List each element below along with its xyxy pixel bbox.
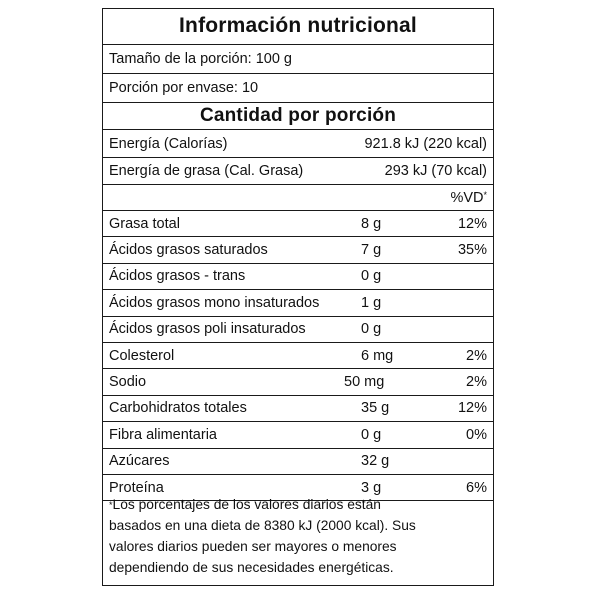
subtitle-row (103, 103, 493, 130)
footnote-line: valores diarios pueden ser mayores o menores (109, 539, 397, 554)
nutrient-daily-value: 2% (466, 373, 487, 390)
servings-per-container-row (103, 74, 493, 103)
nutrient-amount: 0 g (361, 268, 382, 285)
title-row (103, 9, 493, 45)
footnote-line: basados en una dieta de 8380 kJ (2000 kcal). Sus (109, 518, 416, 533)
footnote-line: dependiendo de sus necesidades energéticas. (109, 560, 394, 575)
nutrient-amount: 50 mg (344, 373, 385, 390)
nutrient-name: Fibra alimentaria (109, 426, 217, 443)
nutrient-name: Ácidos grasos saturados (109, 241, 268, 258)
vd-header-marker: * (483, 189, 487, 200)
energy-row (103, 130, 493, 158)
servings-per-container-text: Porción por envase: 10 (109, 79, 259, 96)
nutrient-amount: 7 g (361, 241, 382, 258)
nutrient-name: Azúcares (109, 453, 170, 470)
nutrient-name: Sodio (109, 373, 147, 390)
serving-size-text: Tamaño de la porción: 100 g (109, 50, 292, 67)
nutrient-name: Proteína (109, 479, 164, 496)
fat-energy-label: Energía de grasa (Cal. Grasa) (109, 162, 304, 179)
nutrient-daily-value: 35% (457, 241, 487, 258)
nutrient-name: Ácidos grasos mono insaturados (109, 294, 320, 311)
footnote (109, 494, 487, 578)
nutrient-row (103, 396, 493, 422)
energy-label: Energía (Calorías) (109, 135, 228, 152)
vd-header (450, 190, 487, 205)
footnote-marker: * (109, 500, 113, 510)
fat-energy-row (103, 158, 493, 185)
energy-value: 921.8 kJ (220 kcal) (364, 135, 487, 152)
nutrient-row (103, 422, 493, 448)
nutrient-amount: 8 g (361, 215, 382, 232)
nutrition-facts-label (102, 8, 494, 586)
nutrient-daily-value: 12% (457, 400, 487, 417)
nutrient-row (103, 264, 493, 290)
nutrient-row (103, 369, 493, 395)
label-title: Información nutricional (179, 14, 417, 37)
nutrient-name: Grasa total (109, 215, 180, 232)
nutrient-daily-value: 2% (466, 347, 487, 364)
nutrient-name: Colesterol (109, 347, 175, 364)
nutrient-name: Ácidos grasos - trans (109, 268, 246, 285)
nutrient-row (103, 449, 493, 475)
nutrient-amount: 0 g (361, 321, 382, 338)
nutrient-row (103, 343, 493, 369)
nutrient-row (103, 317, 493, 343)
serving-size-row (103, 45, 493, 74)
nutrient-amount: 32 g (361, 453, 390, 470)
nutrient-amount: 3 g (361, 479, 382, 496)
vd-header-row (103, 185, 493, 211)
nutrient-amount: 6 mg (361, 347, 394, 364)
nutrient-amount: 1 g (361, 294, 382, 311)
vd-header-text: %VD (450, 189, 484, 206)
nutrient-name: Ácidos grasos poli insaturados (109, 321, 306, 338)
nutrient-amount: 0 g (361, 426, 382, 443)
nutrient-daily-value: 12% (457, 215, 487, 232)
nutrient-row (103, 211, 493, 237)
nutrient-row (103, 237, 493, 263)
footnote-line: *Los porcentajes de los valores diarios están (109, 497, 381, 512)
amount-per-serving-heading: Cantidad por porción (199, 105, 397, 126)
nutrient-name: Carbohidratos totales (109, 400, 247, 417)
nutrient-amount: 35 g (361, 400, 390, 417)
nutrient-row (103, 290, 493, 316)
nutrient-daily-value: 0% (466, 426, 487, 443)
nutrient-daily-value: 6% (466, 479, 487, 496)
fat-energy-value: 293 kJ (70 kcal) (384, 162, 487, 179)
